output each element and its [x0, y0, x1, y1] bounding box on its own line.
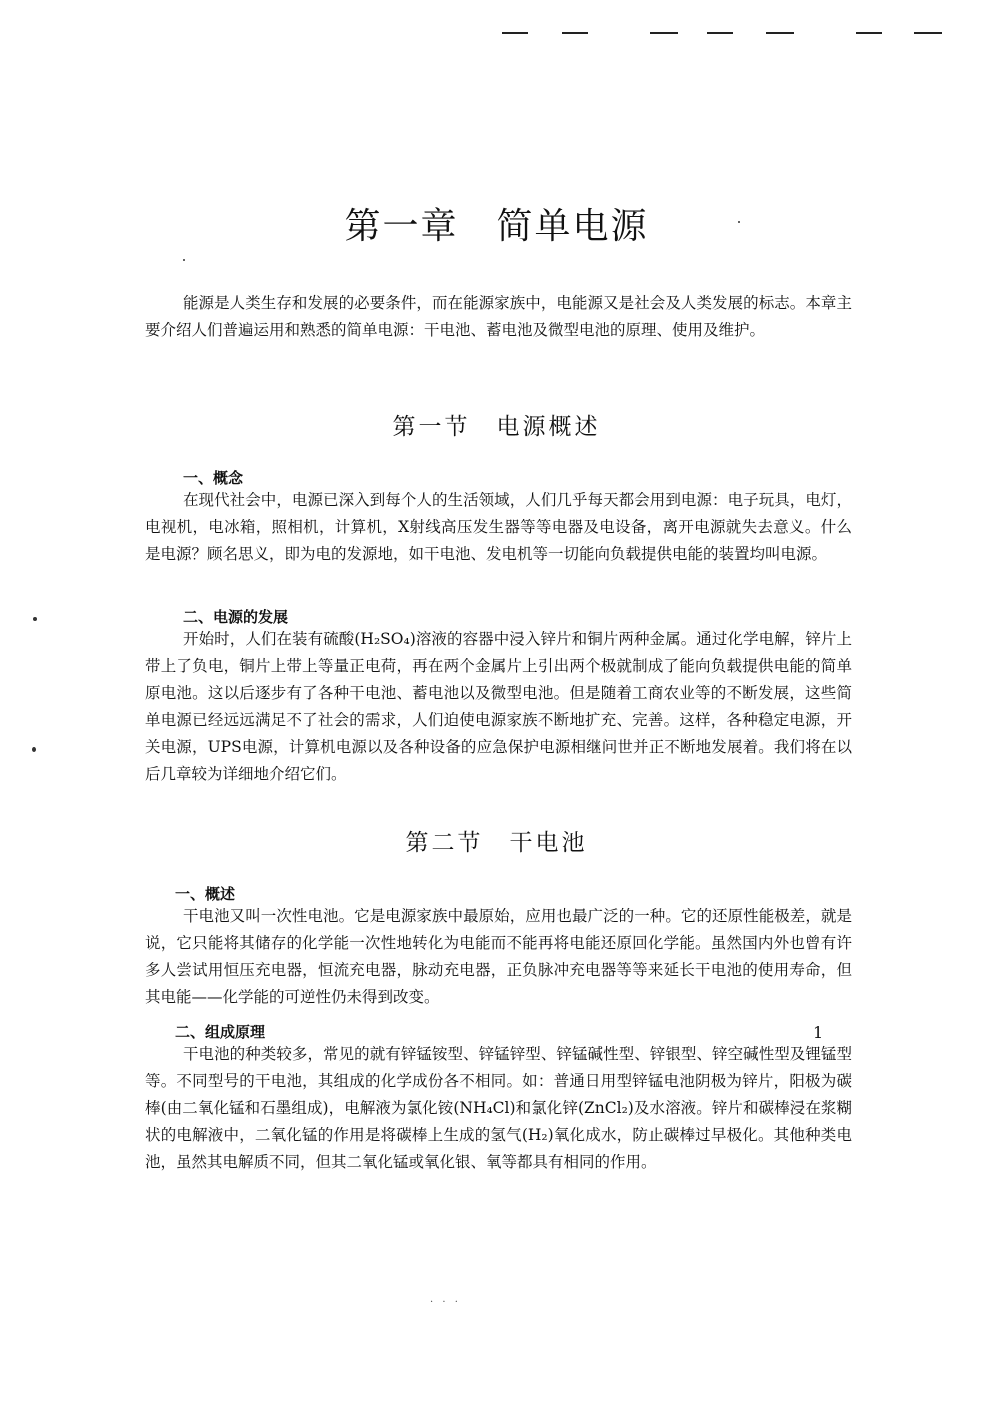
paragraph-composition: 干电池的种类较多，常见的就有锌锰铵型、锌锰锌型、锌锰碱性型、锌银型、锌空碱性型及锂锰型等。不同型号的干电池，其组成的化学成份各不相同。如：普通日用型锌锰电池阴极为锌片，阳极为碳棒(由二氧化锰和石墨组成)，电解液为氯化铵(NH₄Cl)和氯化锌(ZnCl₂)及水溶液。锌片和碳棒浸在浆糊状的电解液中，二氧化锰的作用是将碳棒上生成的氢气(H₂)氧化成水，防止碳棒过早极化。其他种类电池，虽然其电解质不同，但其二氧化锰或氧化银、氧等都具有相同的作用。 [145, 1045, 852, 1171]
scan-speck [183, 259, 185, 261]
header-rule-4 [707, 32, 733, 34]
chapter-intro: 能源是人类生存和发展的必要条件，而在能源家族中，电能源又是社会及人类发展的标志。本章主要介绍人们普遍运用和熟悉的简单电源：干电池、蓄电池及微型电池的原理、使用及维护。 [145, 294, 852, 339]
header-rule-3 [650, 32, 678, 34]
header-rule-1 [502, 32, 528, 34]
scan-speck [33, 617, 37, 621]
subheading-concept: 一、概念 [183, 469, 244, 487]
section-title-1: 第一节 电源概述 [392, 414, 601, 440]
header-rule-6 [856, 32, 882, 34]
section-title-2: 第二节 干电池 [405, 830, 588, 856]
paragraph-overview: 干电池又叫一次性电池。它是电源家族中最原始，应用也最广泛的一种。它的还原性能极差，就是说，它只能将其储存的化学能一次性地转化为电能而不能再将电能还原回化学能。虽然国内外也曾有许多人尝试用恒压充电器，恒流充电器，脉动充电器，正负脉冲充电器等等来延长干电池的使用寿命，但其电能——化学能的可逆性仍未得到改变。 [145, 907, 852, 1006]
paragraph-concept: 在现代社会中，电源已深入到每个人的生活领域，人们几乎每天都会用到电源：电子玩具，电灯，电视机，电冰箱，照相机，计算机，X射线高压发生器等等电器及电设备，离开电源就失去意义。什么是电源？顾名思义，即为电的发源地，如干电池、发电机等一切能向负载提供电能的装置均叫电源。 [145, 491, 852, 563]
header-rule-7 [914, 32, 942, 34]
chapter-title: 第一章 简单电源 [344, 206, 649, 247]
subheading-overview: 一、概述 [175, 885, 236, 903]
subheading-development: 二、电源的发展 [183, 608, 289, 626]
header-rule-5 [766, 32, 794, 34]
footer-marks: · · · [430, 1297, 461, 1308]
subheading-composition: 二、组成原理 [175, 1023, 266, 1041]
paragraph-development: 开始时，人们在装有硫酸(H₂SO₄)溶液的容器中浸入锌片和铜片两种金属。通过化学电解，锌片上带上了负电，铜片上带上等量正电荷，再在两个金属片上引出两个极就制成了能向负载提供电能的简单原电池。这以后逐步有了各种干电池、蓄电池以及微型电池。但是随着工商农业等的不断发展，这些简单电源已经远远满足不了社会的需求，人们迫使电源家族不断地扩充、完善。这样，各种稳定电源，开关电源，UPS电源，计算机电源以及各种设备的应急保护电源相继问世并正不断地发展着。我们将在以后几章较为详细地介绍它们。 [145, 630, 852, 783]
scan-speck [32, 747, 36, 752]
header-rule-2 [562, 32, 588, 34]
page-number: 1 [813, 1023, 824, 1042]
